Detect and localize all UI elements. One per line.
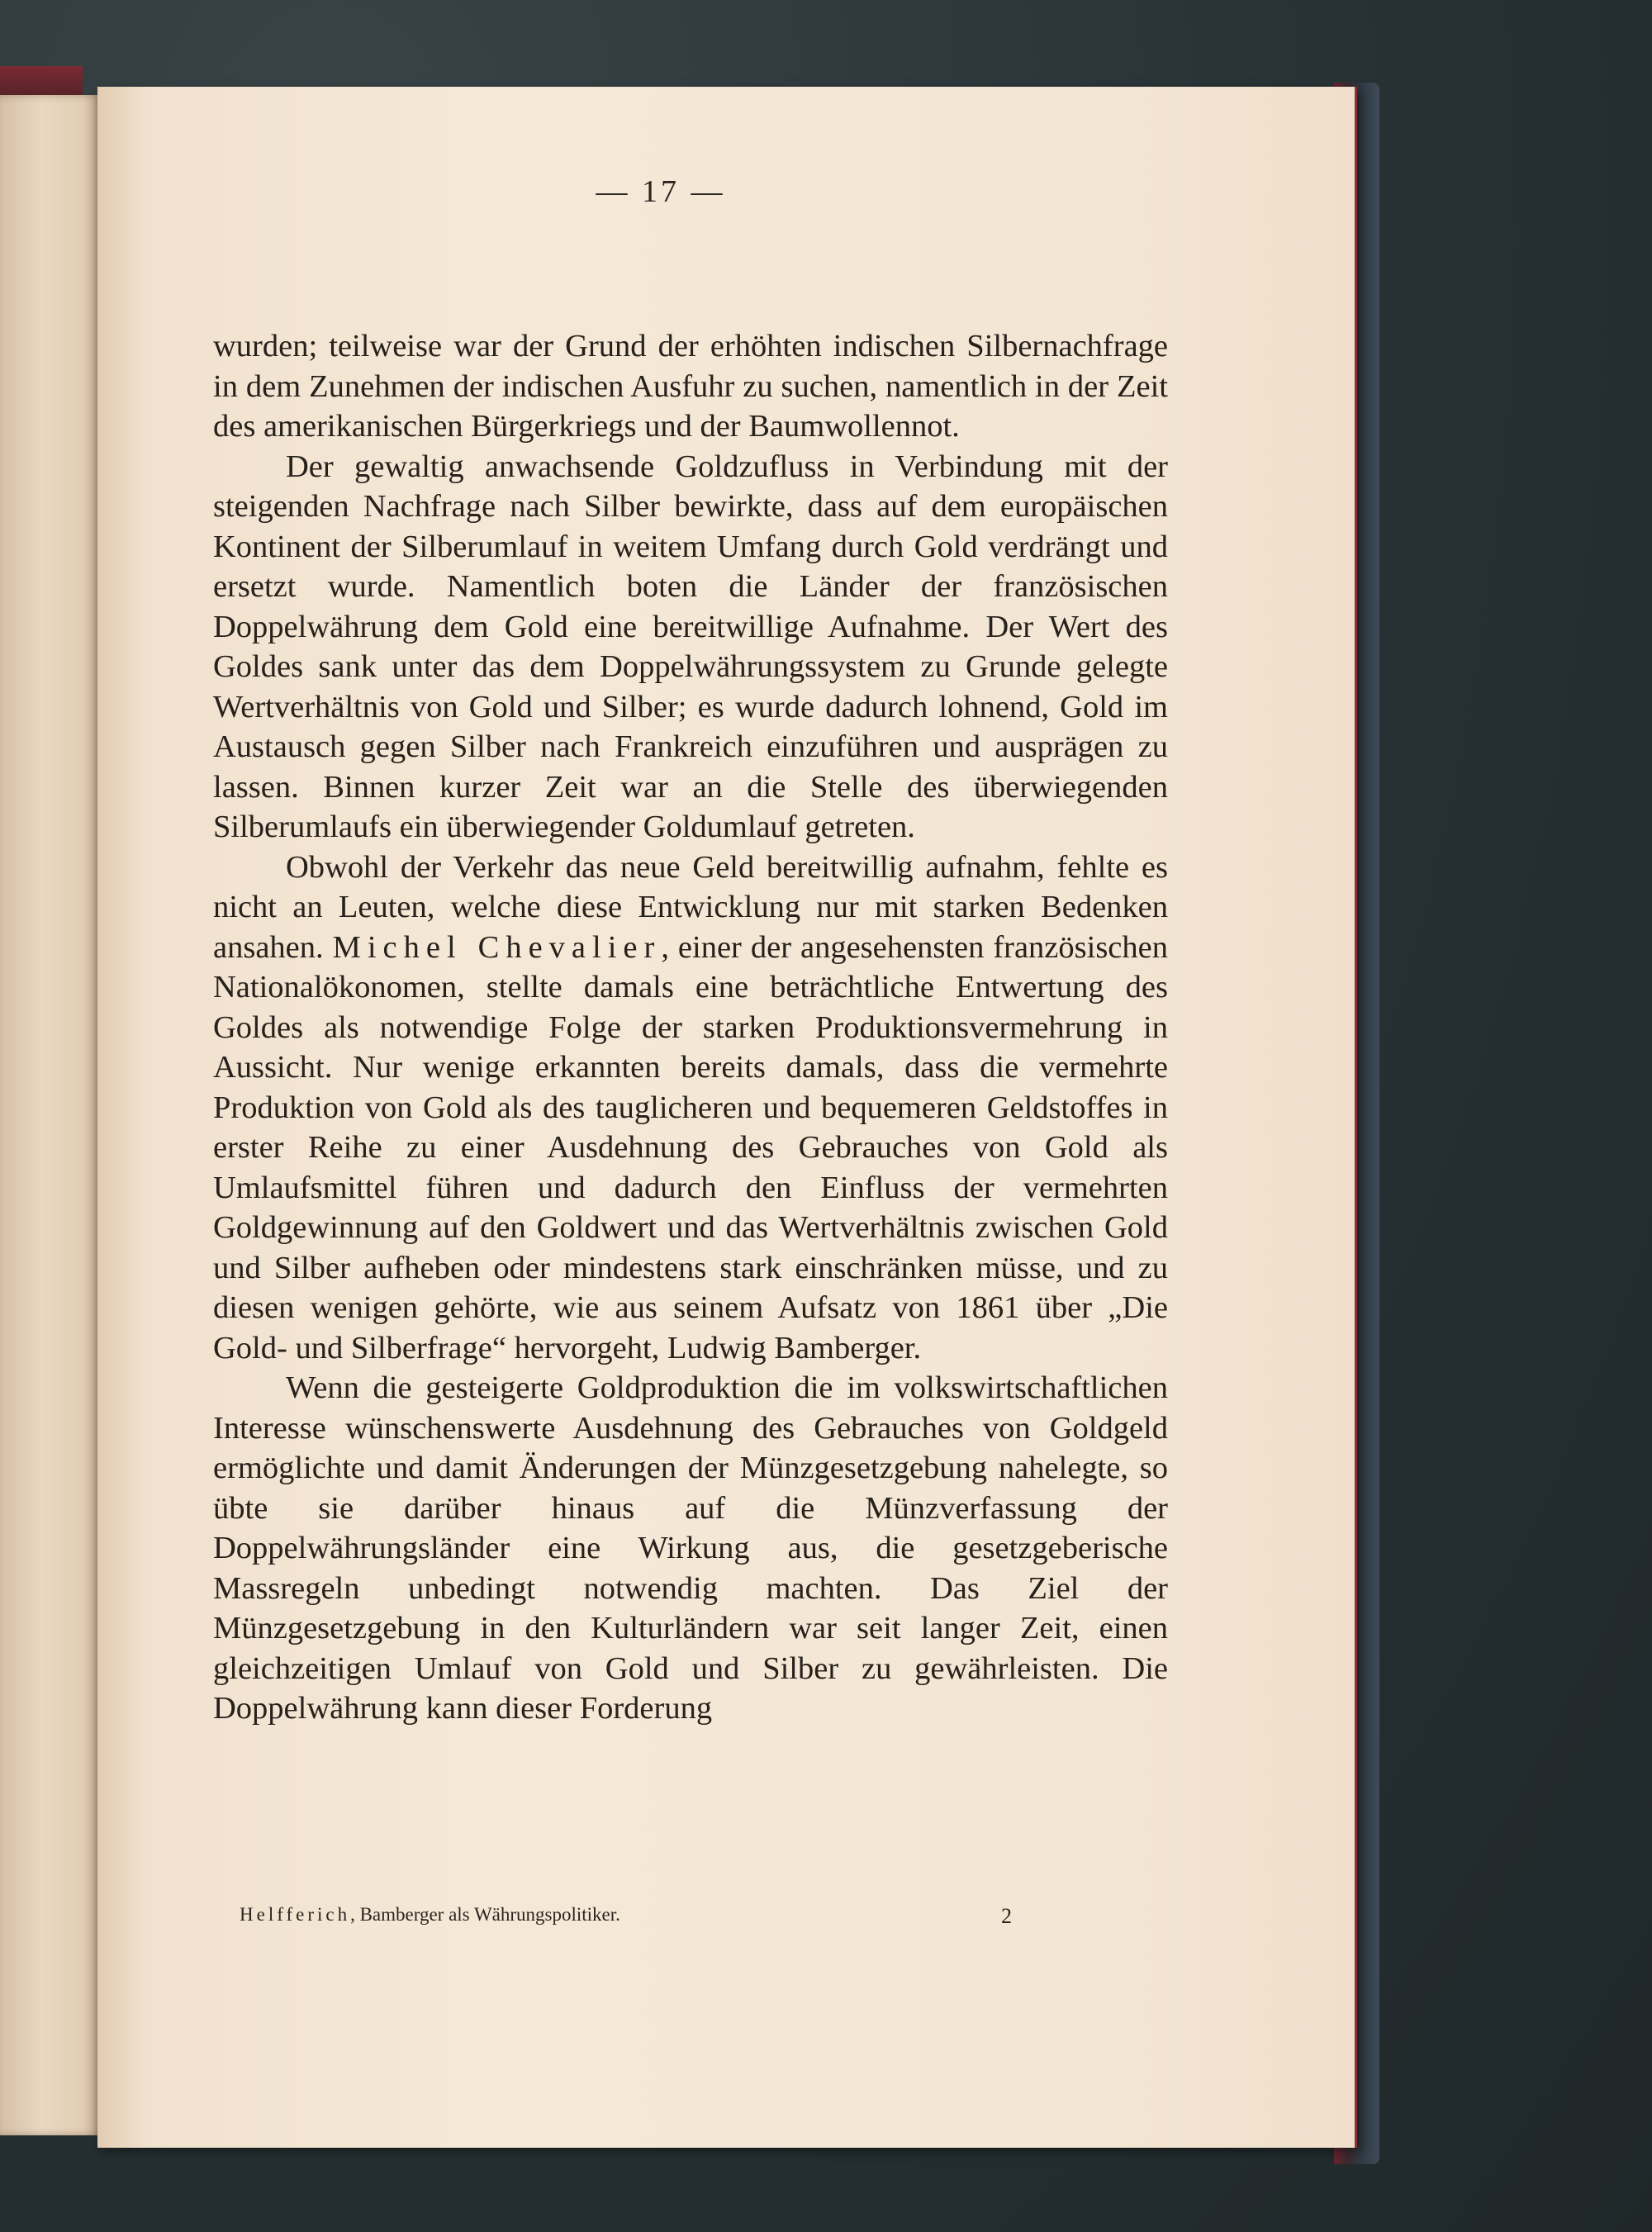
paragraph-text: wurden; teilweise war der Grund der erhöhten indischen Silbernachfrage in dem Zunehmen der indischen Ausfuhr zu suchen, namentlich in der Zeit des amerikanischen Bürgerkriegs und der Baumwollennot. [213,329,1168,444]
facing-page [0,95,103,2135]
paragraph-text: Obwohl der Verkehr das neue Geld bereitwillig aufnahm, fehlte es nicht an Leuten, welche diese Entwicklung nur mit starken Bedenken ansahen. [213,849,1168,965]
page-number: — 17 — [596,174,726,209]
footer-title: , Bamberger als Währungspolitiker. [350,1904,620,1925]
paragraph-text: , einer der angesehensten französischen Nationalökonomen, stellte damals eine beträchtliche Entwertung des Goldes als notwendige Folge der starken Produktionsvermehrung in Aussicht. Nur wenige erkannten bereits damals, dass die vermehrte Produktion von Gold als des tauglicheren und bequemeren Geldstoffes in erster Reihe zu einer Ausdehnung des Gebrauches von Gold als Umlaufsmittel führen und dadurch den Einfluss der vermehrten Goldgewinnung auf den Goldwert und das Wertverhältnis zwischen Gold und Silber aufheben oder mindestens stark einschränken müsse, und zu diesen wenigen gehörte, wie aus seinem Aufsatz von 1861 über „Die Gold- und Silberfrage“ hervorgeht, Ludwig Bamberger. [213,929,1168,1365]
paragraph [213,1368,1168,1729]
paragraph-text: Der gewaltig anwachsende Goldzufluss in Verbindung mit der steigenden Nachfrage nach Silber bewirkte, dass auf dem europäischen Kontinent der Silberumlauf in weitem Umfang durch Gold verdrängt und ersetzt wurde. Namentlich boten die Länder der französischen Doppelwährung dem Gold eine bereitwillige Aufnahme. Der Wert des Goldes sank unter das dem Doppelwährungssystem zu Grunde gelegte Wertverhältnis von Gold und Silber; es wurde dadurch lohnend, Gold im Austausch gegen Silber nach Frankreich einzuführen und ausprägen zu lassen. Binnen kurzer Zeit war an die Stelle des überwiegenden Silberumlaufs ein überwiegender Goldumlauf getreten. [213,449,1168,844]
page-footer [240,1904,1090,1937]
paragraph [213,326,1168,447]
paragraph [213,447,1168,848]
paragraph [213,848,1168,1369]
body-text [213,326,1168,1729]
signature-mark: 2 [1001,1904,1012,1928]
paragraph-text: Wenn die gesteigerte Goldproduktion die im volkswirtschaftlichen Interesse wünschenswerte Ausdehnung des Gebrauches von Goldgeld ermöglichte und damit Änderungen der Münzgesetzgebung nahelegte, so übte sie darüber hinaus auf die Münzverfassung der Doppelwährungsländer eine Wirkung aus, die gesetzgeberische Massregeln unbedingt notwendig machten. Das Ziel der Münzgesetzgebung in den Kulturländern war seit langer Zeit, einen gleichzeitigen Umlauf von Gold und Silber zu gewährleisten. Die Doppelwährung kann dieser Forderung [213,1370,1168,1726]
footer-author: Helfferich [240,1904,351,1925]
spaced-name: Michel Chevalier [332,929,662,965]
